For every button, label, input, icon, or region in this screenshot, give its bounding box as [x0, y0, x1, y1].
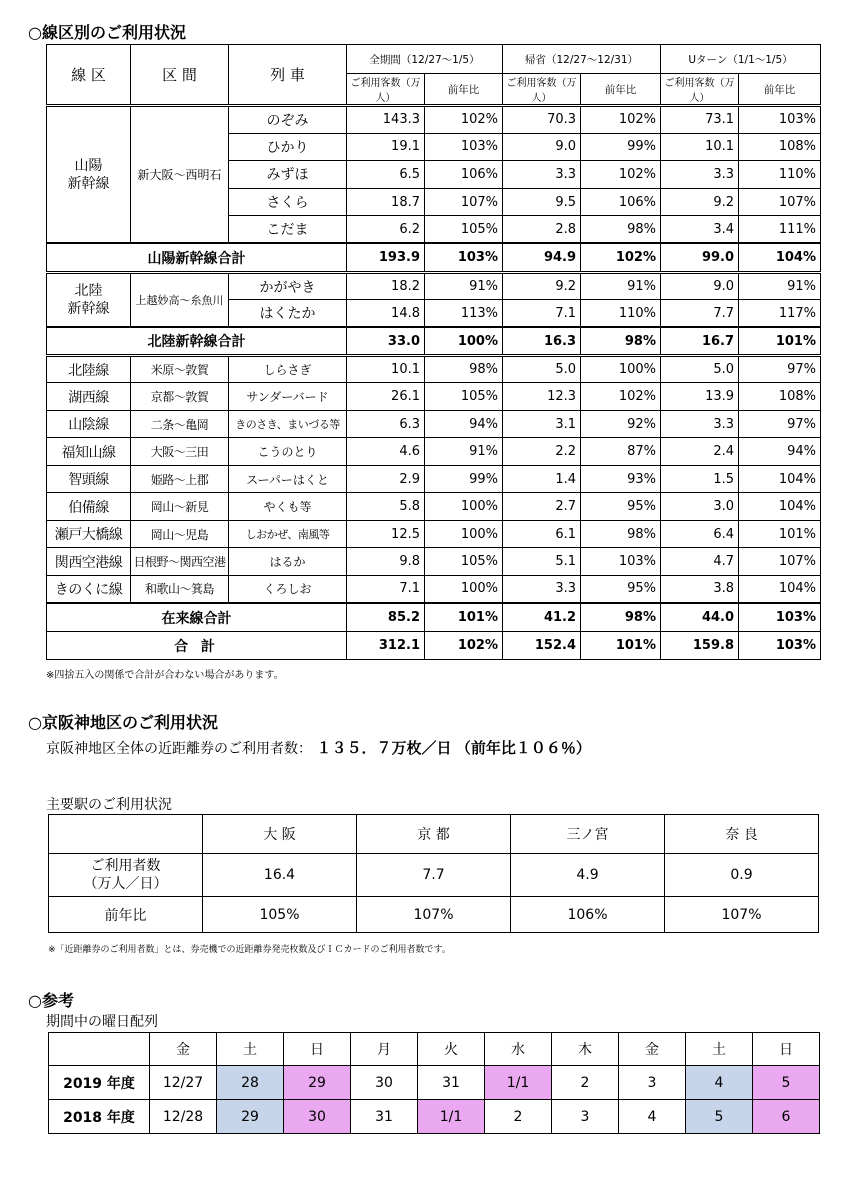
users-value: 18.2 [347, 272, 425, 300]
train-name: サンダーバード [229, 383, 347, 411]
users-value: 3.0 [661, 493, 739, 521]
ratio-value: 104% [739, 493, 821, 521]
row-label-users: ご利用者数 （万人／日） [49, 854, 203, 897]
ratio-value: 102% [581, 161, 661, 189]
users-value: 7.1 [503, 300, 581, 328]
date-cell: 1/1 [418, 1100, 485, 1134]
ratio-value: 102% [581, 383, 661, 411]
ratio-value: 108% [739, 383, 821, 411]
ratio-value: 94% [425, 410, 503, 438]
train-name: スーパーはくと [229, 465, 347, 493]
ratio-value: 111% [739, 216, 821, 244]
users-value: 4.6 [347, 438, 425, 466]
ratio-value: 106% [581, 188, 661, 216]
train-name: はるか [229, 548, 347, 576]
line-section: 新大阪～西明石 [131, 106, 229, 244]
day-header: 金 [619, 1033, 686, 1066]
ratio-value: 95% [581, 493, 661, 521]
users-value: 10.1 [661, 133, 739, 161]
ratio-value: 105% [425, 383, 503, 411]
train-name: のぞみ [229, 106, 347, 134]
station-ratio: 105% [203, 897, 357, 933]
users-value: 41.2 [503, 603, 581, 632]
users-value: 9.0 [661, 272, 739, 300]
users-value: 70.3 [503, 106, 581, 134]
ratio-value: 107% [425, 188, 503, 216]
users-value: 2.2 [503, 438, 581, 466]
line-name: 智頭線 [47, 465, 131, 493]
year-row [49, 1100, 820, 1134]
users-value: 193.9 [347, 243, 425, 272]
users-value: 5.0 [503, 355, 581, 383]
station-ratio: 107% [665, 897, 819, 933]
users-value: 9.2 [661, 188, 739, 216]
ratio-value: 97% [739, 355, 821, 383]
header-train: 列 車 [229, 45, 347, 106]
train-name: さくら [229, 188, 347, 216]
year-row [49, 1066, 820, 1100]
date-cell: 4 [619, 1100, 686, 1134]
train-name: こうのとり [229, 438, 347, 466]
line-section: 京都～敦賀 [131, 383, 229, 411]
line-name: 伯備線 [47, 493, 131, 521]
line-name: 北陸線 [47, 355, 131, 383]
ratio-value: 101% [739, 327, 821, 355]
subtotal-label: 在来線合計 [47, 603, 347, 632]
users-value: 9.0 [503, 133, 581, 161]
ratio-value: 91% [425, 438, 503, 466]
year-label: 2019 年度 [49, 1066, 150, 1100]
users-value: 12.5 [347, 520, 425, 548]
line-name: きのくに線 [47, 575, 131, 603]
line-section: 岡山～児島 [131, 520, 229, 548]
table-row [47, 493, 821, 521]
subheader-ratio: 前年比 [581, 74, 661, 106]
ratio-value: 100% [425, 493, 503, 521]
users-value: 3.1 [503, 410, 581, 438]
train-name: こだま [229, 216, 347, 244]
subheader-users: ご利用客数（万人） [347, 74, 425, 106]
ratio-value: 110% [739, 161, 821, 189]
table-row [47, 355, 821, 383]
station-users: 4.9 [511, 854, 665, 897]
grand-total-row [47, 632, 821, 660]
table-row [47, 272, 821, 300]
ratio-value: 102% [581, 243, 661, 272]
subtotal-row [47, 327, 821, 355]
ratio-value: 92% [581, 410, 661, 438]
ratio-value: 87% [581, 438, 661, 466]
users-value: 312.1 [347, 632, 425, 660]
ratio-value: 99% [581, 133, 661, 161]
day-header: 日 [284, 1033, 351, 1066]
subtotal-row [47, 243, 821, 272]
date-cell: 2 [552, 1066, 619, 1100]
date-cell: 12/28 [150, 1100, 217, 1134]
subtotal-label: 山陽新幹線合計 [47, 243, 347, 272]
station-users: 0.9 [665, 854, 819, 897]
section3-title: ○参考 [28, 991, 74, 1010]
ratio-value: 117% [739, 300, 821, 328]
table-row [47, 465, 821, 493]
date-cell: 3 [552, 1100, 619, 1134]
subheader-ratio: 前年比 [739, 74, 821, 106]
users-value: 3.3 [503, 575, 581, 603]
users-value: 99.0 [661, 243, 739, 272]
ratio-value: 100% [425, 520, 503, 548]
line-section: 姫路～上郡 [131, 465, 229, 493]
station-users: 7.7 [357, 854, 511, 897]
date-cell: 1/1 [485, 1066, 552, 1100]
users-value: 6.4 [661, 520, 739, 548]
date-cell: 31 [351, 1100, 418, 1134]
line-name: 瀬戸大橋線 [47, 520, 131, 548]
line-section: 上越妙高～糸魚川 [131, 272, 229, 327]
users-value: 3.3 [661, 161, 739, 189]
users-value: 12.3 [503, 383, 581, 411]
day-header: 水 [485, 1033, 552, 1066]
ratio-value: 95% [581, 575, 661, 603]
day-header: 金 [150, 1033, 217, 1066]
line-section: 日根野～関西空港 [131, 548, 229, 576]
line-name: 北陸 新幹線 [47, 272, 131, 327]
subheader-users: ご利用客数（万人） [661, 74, 739, 106]
users-value: 6.1 [503, 520, 581, 548]
ratio-value: 101% [739, 520, 821, 548]
table-row [47, 438, 821, 466]
ratio-value: 107% [739, 548, 821, 576]
users-value: 6.5 [347, 161, 425, 189]
ratio-value: 98% [581, 603, 661, 632]
ratio-value: 91% [739, 272, 821, 300]
users-value: 5.0 [661, 355, 739, 383]
day-header: 土 [217, 1033, 284, 1066]
users-value: 85.2 [347, 603, 425, 632]
ratio-value: 98% [581, 216, 661, 244]
users-value: 9.2 [503, 272, 581, 300]
ratio-value: 102% [425, 106, 503, 134]
day-header: 木 [552, 1033, 619, 1066]
ratio-value: 93% [581, 465, 661, 493]
ratio-value: 104% [739, 243, 821, 272]
ratio-value: 108% [739, 133, 821, 161]
ratio-value: 106% [425, 161, 503, 189]
section2-note: ※「近距離券のご利用者数」とは、券売機での近距離券発売枚数及びＩＣカードのご利用者数です。 [48, 945, 451, 955]
users-value: 6.2 [347, 216, 425, 244]
users-value: 2.4 [661, 438, 739, 466]
users-value: 143.3 [347, 106, 425, 134]
train-name: きのさき、まいづる等 [229, 410, 347, 438]
summary-label: 京阪神地区全体の近距離券のご利用者数： [46, 741, 312, 757]
users-value: 2.8 [503, 216, 581, 244]
subtotal-row [47, 603, 821, 632]
day-header: 土 [686, 1033, 753, 1066]
users-value: 14.8 [347, 300, 425, 328]
weekday-table [48, 1032, 820, 1134]
train-name: しらさぎ [229, 355, 347, 383]
date-cell: 6 [753, 1100, 820, 1134]
users-value: 9.8 [347, 548, 425, 576]
date-cell: 30 [351, 1066, 418, 1100]
corner-cell [49, 1033, 150, 1066]
ratio-value: 100% [425, 575, 503, 603]
date-cell: 30 [284, 1100, 351, 1134]
day-header-row [49, 1033, 820, 1066]
subheader-users: ご利用客数（万人） [503, 74, 581, 106]
line-name: 山陰線 [47, 410, 131, 438]
ratio-value: 91% [581, 272, 661, 300]
users-value: 9.5 [503, 188, 581, 216]
station-header: 三ノ宮 [511, 815, 665, 854]
station-header: 大 阪 [203, 815, 357, 854]
users-value: 16.3 [503, 327, 581, 355]
ratio-value: 102% [581, 106, 661, 134]
section1-note: ※四捨五入の関係で合計が合わない場合があります。 [46, 670, 284, 681]
summary-line [46, 737, 591, 758]
users-value: 18.7 [347, 188, 425, 216]
train-name: やくも等 [229, 493, 347, 521]
day-header: 火 [418, 1033, 485, 1066]
table-row [47, 106, 821, 134]
ratio-value: 100% [581, 355, 661, 383]
summary-value: １３５．７万枚／日 [316, 739, 452, 757]
users-value: 10.1 [347, 355, 425, 383]
section2-subtitle: 主要駅のご利用状況 [46, 797, 172, 813]
users-value: 33.0 [347, 327, 425, 355]
year-label: 2018 年度 [49, 1100, 150, 1134]
users-value: 3.3 [661, 410, 739, 438]
line-section: 米原～敦賀 [131, 355, 229, 383]
users-value: 152.4 [503, 632, 581, 660]
day-header: 月 [351, 1033, 418, 1066]
date-cell: 12/27 [150, 1066, 217, 1100]
ratio-value: 105% [425, 216, 503, 244]
ratio-value: 103% [739, 632, 821, 660]
line-section: 大阪～三田 [131, 438, 229, 466]
ratio-value: 97% [739, 410, 821, 438]
date-cell: 31 [418, 1066, 485, 1100]
table-row [47, 410, 821, 438]
date-cell: 2 [485, 1100, 552, 1134]
ratio-value: 98% [581, 327, 661, 355]
train-name: かがやき [229, 272, 347, 300]
date-cell: 5 [753, 1066, 820, 1100]
ratio-value: 103% [425, 133, 503, 161]
users-value: 2.7 [503, 493, 581, 521]
users-value: 2.9 [347, 465, 425, 493]
date-cell: 3 [619, 1066, 686, 1100]
section3-subtitle: 期間中の曜日配列 [46, 1014, 158, 1030]
users-value: 19.1 [347, 133, 425, 161]
ratio-value: 91% [425, 272, 503, 300]
ratio-value: 101% [581, 632, 661, 660]
header-period-return: Uターン（1/1～1/5） [661, 45, 821, 74]
train-name: しおかぜ、南風等 [229, 520, 347, 548]
header-section: 区 間 [131, 45, 229, 106]
line-section: 二条～亀岡 [131, 410, 229, 438]
subtotal-label: 北陸新幹線合計 [47, 327, 347, 355]
ratio-value: 103% [581, 548, 661, 576]
train-name: はくたか [229, 300, 347, 328]
users-value: 73.1 [661, 106, 739, 134]
ratio-value: 102% [425, 632, 503, 660]
ratio-value: 99% [425, 465, 503, 493]
ratio-value: 98% [581, 520, 661, 548]
ratio-value: 110% [581, 300, 661, 328]
station-header: 奈 良 [665, 815, 819, 854]
ratio-value: 101% [425, 603, 503, 632]
header-period-homecoming: 帰省（12/27～12/31） [503, 45, 661, 74]
line-name: 福知山線 [47, 438, 131, 466]
header-line: 線 区 [47, 45, 131, 106]
line-section: 和歌山～箕島 [131, 575, 229, 603]
users-value: 94.9 [503, 243, 581, 272]
users-value: 6.3 [347, 410, 425, 438]
ratio-value: 103% [739, 603, 821, 632]
users-value: 4.7 [661, 548, 739, 576]
date-cell: 28 [217, 1066, 284, 1100]
corner-cell [49, 815, 203, 854]
section2-title: ○京阪神地区のご利用状況 [28, 713, 218, 732]
users-value: 3.3 [503, 161, 581, 189]
train-name: くろしお [229, 575, 347, 603]
ratio-value: 107% [739, 188, 821, 216]
ratio-value: 94% [739, 438, 821, 466]
grand-total-label: 合 計 [47, 632, 347, 660]
ratio-value: 104% [739, 465, 821, 493]
ratio-value: 103% [425, 243, 503, 272]
table-row [47, 575, 821, 603]
station-ratio: 106% [511, 897, 665, 933]
ratio-value: 103% [739, 106, 821, 134]
line-name: 関西空港線 [47, 548, 131, 576]
section1-title: ○線区別のご利用状況 [28, 23, 186, 42]
users-value: 16.7 [661, 327, 739, 355]
train-name: みずほ [229, 161, 347, 189]
users-value: 159.8 [661, 632, 739, 660]
summary-ratio: （前年比１０６％） [455, 739, 591, 757]
subheader-ratio: 前年比 [425, 74, 503, 106]
date-cell: 29 [217, 1100, 284, 1134]
station-usage-table [48, 814, 819, 933]
users-value: 3.4 [661, 216, 739, 244]
train-name: ひかり [229, 133, 347, 161]
table-row [47, 520, 821, 548]
users-value: 5.8 [347, 493, 425, 521]
day-header: 日 [753, 1033, 820, 1066]
station-ratio: 107% [357, 897, 511, 933]
ratio-value: 105% [425, 548, 503, 576]
header-period-all: 全期間（12/27～1/5） [347, 45, 503, 74]
row-label-ratio: 前年比 [49, 897, 203, 933]
users-value: 44.0 [661, 603, 739, 632]
line-name: 湖西線 [47, 383, 131, 411]
ratio-value: 104% [739, 575, 821, 603]
table-row [47, 548, 821, 576]
users-value: 1.5 [661, 465, 739, 493]
users-value: 13.9 [661, 383, 739, 411]
users-value: 26.1 [347, 383, 425, 411]
line-name: 山陽 新幹線 [47, 106, 131, 244]
table-row [47, 383, 821, 411]
line-usage-table [46, 44, 821, 660]
date-cell: 29 [284, 1066, 351, 1100]
users-value: 7.1 [347, 575, 425, 603]
station-users: 16.4 [203, 854, 357, 897]
users-value: 3.8 [661, 575, 739, 603]
line-section: 岡山～新見 [131, 493, 229, 521]
ratio-value: 100% [425, 327, 503, 355]
users-value: 1.4 [503, 465, 581, 493]
station-header: 京 都 [357, 815, 511, 854]
ratio-value: 98% [425, 355, 503, 383]
date-cell: 4 [686, 1066, 753, 1100]
date-cell: 5 [686, 1100, 753, 1134]
users-value: 7.7 [661, 300, 739, 328]
users-value: 5.1 [503, 548, 581, 576]
ratio-value: 113% [425, 300, 503, 328]
